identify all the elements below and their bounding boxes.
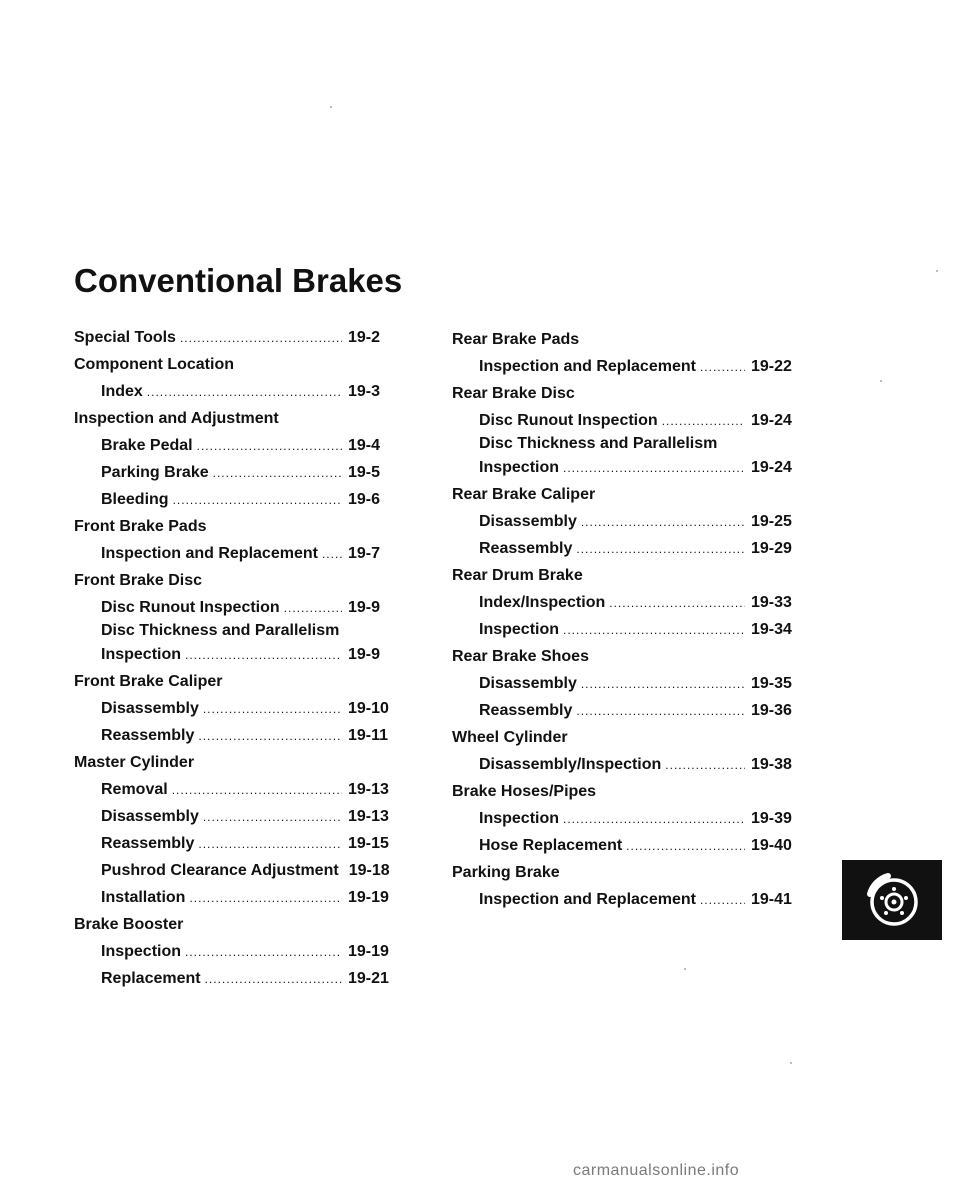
toc-page-number: 19-41 — [751, 891, 792, 908]
toc-label: Front Brake Pads — [74, 518, 207, 535]
dot-leader — [700, 887, 745, 914]
toc-page-number: 19-21 — [348, 970, 389, 987]
toc-heading — [74, 405, 404, 432]
dot-leader — [189, 885, 342, 912]
toc-label: Disassembly — [101, 700, 199, 717]
toc-entry — [74, 324, 404, 351]
toc-heading — [452, 562, 807, 589]
toc-label: Inspection — [101, 646, 182, 663]
dot-leader — [185, 939, 342, 966]
toc-page-number: 19-29 — [751, 540, 792, 557]
toc-heading — [74, 911, 404, 938]
toc-label: Special Tools — [74, 329, 176, 346]
toc-page-number: 19-35 — [751, 675, 792, 692]
toc-page-number: 19-36 — [751, 702, 792, 719]
toc-entry — [452, 751, 807, 778]
toc-heading — [74, 668, 404, 695]
toc-entry — [74, 938, 404, 965]
toc-page-number: 19-40 — [751, 837, 792, 854]
toc-entry — [452, 670, 807, 697]
toc-entry — [74, 641, 404, 668]
toc-page-number: 19-19 — [348, 889, 389, 906]
toc-heading — [452, 724, 807, 751]
toc-page-number: 19-24 — [751, 459, 792, 476]
toc-label: Installation — [101, 889, 186, 906]
toc-entry — [452, 616, 807, 643]
toc-label: Disassembly — [101, 808, 199, 825]
toc-heading — [452, 380, 807, 407]
dot-leader — [581, 509, 745, 536]
dot-leader — [172, 777, 342, 804]
toc-entry — [74, 857, 404, 884]
toc-entry — [452, 353, 807, 380]
toc-page-number: 19-34 — [751, 621, 792, 638]
toc-page-number: 19-13 — [348, 781, 389, 798]
dot-leader — [203, 696, 342, 723]
footer-watermark: carmanualsonline.info — [573, 1162, 740, 1179]
toc-label: Reassembly — [479, 540, 573, 557]
toc-label: Rear Brake Pads — [452, 331, 580, 348]
toc-entry — [452, 407, 807, 434]
toc-page-number: 19-39 — [751, 810, 792, 827]
toc-entry — [74, 803, 404, 830]
toc-page-number: 19-18 — [348, 862, 390, 879]
toc-heading — [452, 434, 807, 454]
toc-label: Hose Replacement — [479, 837, 623, 854]
dot-leader — [581, 671, 745, 698]
toc-label: Disassembly/Inspection — [479, 756, 662, 773]
toc-entry — [74, 594, 404, 621]
toc-entry — [74, 459, 404, 486]
toc-label: Disassembly — [479, 675, 577, 692]
toc-label: Disc Runout Inspection — [101, 599, 280, 616]
toc-label: Inspection and Replacement — [479, 358, 696, 375]
toc-label: Rear Brake Caliper — [452, 486, 596, 503]
toc-label: Bleeding — [101, 491, 169, 508]
toc-heading — [452, 859, 807, 886]
dot-leader — [576, 698, 745, 725]
dot-leader — [576, 536, 745, 563]
dot-leader — [563, 617, 745, 644]
page-title: Conventional Brakes — [74, 262, 403, 299]
toc-page-number: 19-13 — [348, 808, 389, 825]
toc-label: Inspection and Replacement — [479, 891, 696, 908]
dot-leader — [180, 325, 342, 352]
toc-entry — [74, 695, 404, 722]
dot-leader — [198, 831, 342, 858]
toc-label: Component Location — [74, 356, 234, 373]
toc-label: Inspection and Adjustment — [74, 410, 279, 427]
dot-leader — [665, 752, 745, 779]
toc-entry — [74, 722, 404, 749]
dot-leader — [563, 455, 745, 482]
toc-entry — [452, 832, 807, 859]
dot-leader — [205, 966, 342, 993]
toc-entry — [74, 776, 404, 803]
dot-leader — [213, 460, 342, 487]
toc-label: Reassembly — [101, 727, 195, 744]
toc-entry — [452, 805, 807, 832]
toc-label: Parking Brake — [101, 464, 209, 481]
toc-label: Inspection and Replacement — [101, 545, 318, 562]
toc-page-number: 19-38 — [751, 756, 792, 773]
dot-leader — [626, 833, 745, 860]
dot-leader — [322, 541, 342, 568]
toc-label: Reassembly — [479, 702, 573, 719]
toc-label: Disc Runout Inspection — [479, 412, 658, 429]
toc-page-number: 19-10 — [348, 700, 389, 717]
toc-page-number: 19-3 — [348, 383, 381, 400]
toc-right-column — [452, 326, 807, 913]
dot-leader — [700, 354, 745, 381]
toc-entry — [74, 432, 404, 459]
toc-label: Pushrod Clearance Adjustment — [101, 862, 339, 879]
toc-heading — [74, 749, 404, 776]
toc-label: Index/Inspection — [479, 594, 606, 611]
brake-disc-icon — [842, 860, 942, 940]
toc-page-number: 19-9 — [348, 599, 381, 616]
dot-leader — [609, 590, 745, 617]
toc-page-number: 19-7 — [348, 545, 381, 562]
toc-heading — [74, 567, 404, 594]
dot-leader — [662, 408, 745, 435]
toc-entry — [452, 589, 807, 616]
toc-heading — [452, 778, 807, 805]
dot-leader — [147, 379, 342, 406]
toc-label: Front Brake Caliper — [74, 673, 223, 690]
dot-leader — [185, 642, 342, 669]
toc-label: Inspection — [479, 621, 560, 638]
toc-entry — [452, 535, 807, 562]
toc-label: Rear Brake Disc — [452, 385, 575, 402]
toc-page-number: 19-22 — [751, 358, 792, 375]
toc-label: Parking Brake — [452, 864, 560, 881]
section-tab — [842, 860, 942, 940]
toc-label: Removal — [101, 781, 168, 798]
toc-label: Index — [101, 383, 143, 400]
dot-leader — [563, 806, 745, 833]
toc-entry — [452, 886, 807, 913]
toc-label: Replacement — [101, 970, 201, 987]
toc-entry — [452, 697, 807, 724]
toc-label: Brake Hoses/Pipes — [452, 783, 597, 800]
toc-entry — [74, 884, 404, 911]
dot-leader — [284, 595, 342, 622]
toc-label: Inspection — [479, 810, 560, 827]
dot-leader — [197, 433, 342, 460]
toc-heading — [452, 643, 807, 670]
toc-heading — [74, 621, 404, 641]
toc-page-number: 19-9 — [348, 646, 381, 663]
toc-label: Wheel Cylinder — [452, 729, 568, 746]
toc-page-number: 19-33 — [751, 594, 792, 611]
toc-page-number: 19-2 — [348, 329, 381, 346]
toc-label: Disc Thickness and Parallelism — [479, 435, 718, 452]
toc-entry — [452, 454, 807, 481]
dot-leader — [173, 487, 342, 514]
toc-page-number: 19-25 — [751, 513, 792, 530]
toc-heading — [74, 513, 404, 540]
toc-label: Master Cylinder — [74, 754, 195, 771]
toc-entry — [74, 486, 404, 513]
toc-page-number: 19-19 — [348, 943, 389, 960]
toc-label: Inspection — [101, 943, 182, 960]
toc-page-number: 19-15 — [348, 835, 389, 852]
toc-page-number: 19-4 — [348, 437, 381, 454]
toc-label: Front Brake Disc — [74, 572, 203, 589]
toc-heading — [452, 326, 807, 353]
toc-label: Brake Booster — [74, 916, 184, 933]
toc-entry — [74, 965, 404, 992]
dot-leader — [198, 723, 342, 750]
toc-entry — [74, 378, 404, 405]
toc-label: Disc Thickness and Parallelism — [101, 622, 340, 639]
toc-label: Reassembly — [101, 835, 195, 852]
toc-label: Disassembly — [479, 513, 577, 530]
toc-left-column — [74, 324, 404, 992]
toc-entry — [74, 830, 404, 857]
toc-label: Rear Drum Brake — [452, 567, 583, 584]
toc-entry — [74, 540, 404, 567]
toc-page-number: 19-5 — [348, 464, 381, 481]
toc-heading — [74, 351, 404, 378]
toc-label: Rear Brake Shoes — [452, 648, 589, 665]
dot-leader — [203, 804, 342, 831]
toc-label: Inspection — [479, 459, 560, 476]
toc-page-number: 19-6 — [348, 491, 381, 508]
toc-heading — [452, 481, 807, 508]
toc-label: Brake Pedal — [101, 437, 193, 454]
toc-entry — [452, 508, 807, 535]
toc-page-number: 19-24 — [751, 412, 792, 429]
toc-page-number: 19-11 — [348, 727, 389, 744]
